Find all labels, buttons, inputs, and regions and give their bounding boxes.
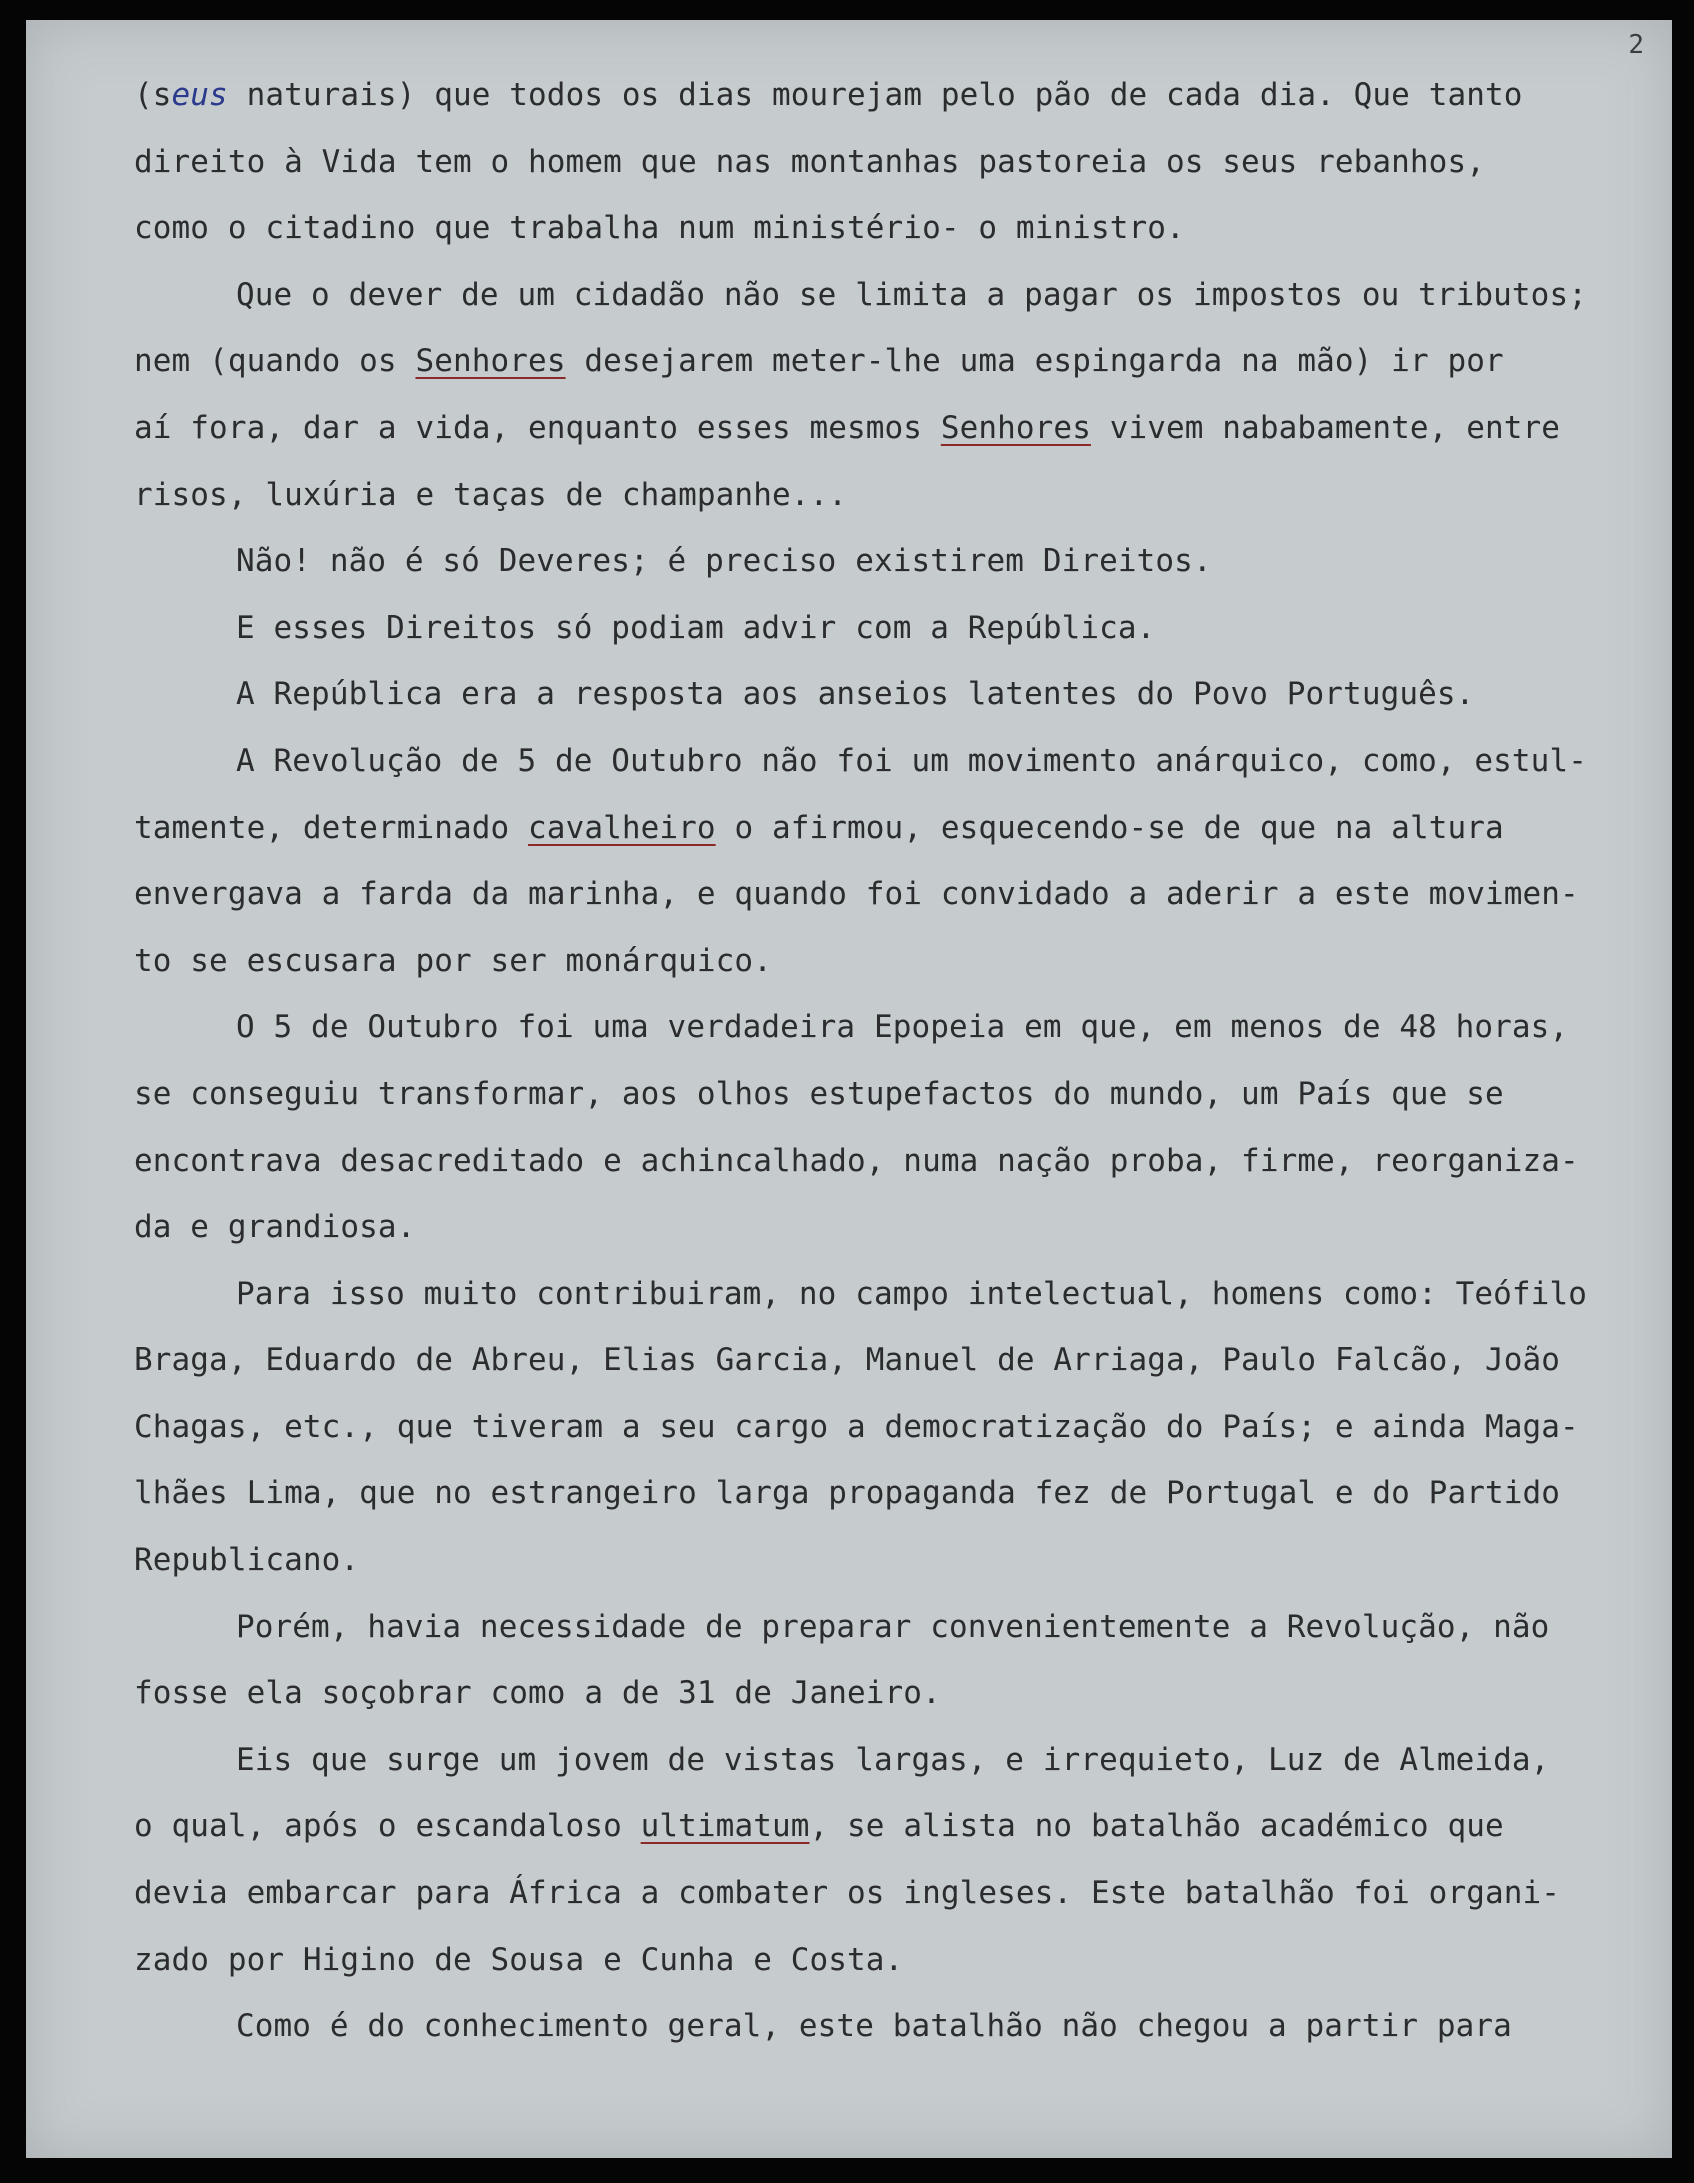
- handwritten-correction: eus: [171, 77, 228, 113]
- text-line: [134, 62, 1672, 129]
- text-segment: o qual, após o escandaloso: [134, 1808, 641, 1845]
- text-line: [134, 1194, 1672, 1261]
- text-segment: vivem nababamente, entre: [1090, 409, 1561, 446]
- text-segment: , se alista no batalhão académico que: [809, 1808, 1504, 1845]
- text-segment: Que o dever de um cidadão não se limita a pagar os impostos ou tributos;: [236, 276, 1587, 313]
- text-segment: o afirmou, esquecendo-se de que na altura: [715, 809, 1504, 846]
- text-segment: direito à Vida tem o homem que nas montanhas pastoreia os seus rebanhos,: [134, 143, 1485, 180]
- text-segment: (s: [134, 77, 172, 113]
- text-line: [134, 395, 1672, 462]
- text-segment: naturais) que todos os dias mourejam pelo pão de cada dia. Que tanto: [227, 77, 1523, 113]
- underlined-word: Senhores: [415, 343, 566, 380]
- text-segment: da e grandiosa.: [134, 1209, 416, 1246]
- text-segment: como o citadino que trabalha num ministério- o ministro.: [134, 210, 1185, 247]
- text-line: [134, 1061, 1672, 1128]
- text-segment: envergava a farda da marinha, e quando foi convidado a aderir a este movimen-: [134, 876, 1579, 913]
- text-line: [134, 661, 1672, 728]
- text-line: [134, 928, 1672, 995]
- text-segment: Porém, havia necessidade de preparar convenientemente a Revolução, não: [236, 1608, 1550, 1645]
- text-segment: encontrava desacreditado e achincalhado, numa nação proba, firme, reorganiza-: [134, 1142, 1579, 1179]
- text-line: [134, 328, 1672, 395]
- text-segment: devia embarcar para África a combater os ingleses. Este batalhão foi organi-: [134, 1875, 1561, 1912]
- text-line: [134, 994, 1672, 1061]
- text-line: [134, 195, 1672, 262]
- text-line: [134, 1128, 1672, 1195]
- text-segment: Não! não é só Deveres; é preciso existirem Direitos.: [236, 543, 1212, 580]
- text-line: [134, 1327, 1672, 1394]
- text-line: [134, 528, 1672, 595]
- text-segment: Chagas, etc., que tiveram a seu cargo a democratização do País; e ainda Maga-: [134, 1408, 1579, 1445]
- text-line: [134, 595, 1672, 662]
- text-line: [134, 1660, 1672, 1727]
- text-segment: zado por Higino de Sousa e Cunha e Costa.: [134, 1941, 904, 1978]
- text-line: [134, 795, 1672, 862]
- underlined-word: Senhores: [940, 409, 1091, 446]
- text-line: [134, 1594, 1672, 1661]
- text-segment: E esses Direitos só podiam advir com a República.: [236, 609, 1156, 646]
- text-segment: Braga, Eduardo de Abreu, Elias Garcia, Manuel de Arriaga, Paulo Falcão, João: [134, 1342, 1561, 1379]
- page-number: 2: [1628, 30, 1644, 60]
- text-line: [134, 1927, 1672, 1994]
- underlined-word: cavalheiro: [528, 809, 716, 846]
- text-line: [134, 861, 1672, 928]
- text-segment: desejarem meter-lhe uma espingarda na mão) ir por: [565, 343, 1504, 380]
- text-line: [134, 728, 1672, 795]
- text-segment: Eis que surge um jovem de vistas largas, e irrequieto, Luz de Almeida,: [236, 1741, 1550, 1778]
- text-segment: to se escusara por ser monárquico.: [134, 942, 772, 979]
- text-segment: fosse ela soçobrar como a de 31 de Janeiro.: [134, 1675, 941, 1712]
- text-segment: se conseguiu transformar, aos olhos estupefactos do mundo, um País que se: [134, 1075, 1504, 1112]
- text-segment: Para isso muito contribuiram, no campo intelectual, homens como: Teófilo: [236, 1275, 1587, 1312]
- text-line: [134, 1261, 1672, 1328]
- text-line: [134, 1394, 1672, 1461]
- text-segment: A República era a resposta aos anseios latentes do Povo Português.: [236, 676, 1475, 713]
- text-line: [134, 1860, 1672, 1927]
- text-segment: lhães Lima, que no estrangeiro larga propaganda fez de Portugal e do Partido: [134, 1475, 1561, 1512]
- text-line: [134, 1993, 1672, 2060]
- text-segment: Como é do conhecimento geral, este batalhão não chegou a partir para: [236, 2008, 1512, 2045]
- text-line: [134, 1527, 1672, 1594]
- document-body: [134, 62, 1672, 2060]
- text-segment: nem (quando os: [134, 343, 416, 380]
- text-line: [134, 1793, 1672, 1860]
- text-line: [134, 1727, 1672, 1794]
- text-segment: A Revolução de 5 de Outubro não foi um movimento anárquico, como, estul-: [236, 742, 1587, 779]
- underlined-word: ultimatum: [640, 1808, 810, 1845]
- text-segment: O 5 de Outubro foi uma verdadeira Epopeia em que, em menos de 48 horas,: [236, 1009, 1569, 1046]
- text-line: [134, 129, 1672, 196]
- text-segment: risos, luxúria e taças de champanhe...: [134, 476, 848, 513]
- text-segment: tamente, determinado: [134, 809, 529, 846]
- text-line: [134, 262, 1672, 329]
- text-line: [134, 1460, 1672, 1527]
- text-segment: aí fora, dar a vida, enquanto esses mesmos: [134, 409, 941, 446]
- document-page: [26, 20, 1672, 2158]
- text-segment: Republicano.: [134, 1542, 360, 1579]
- text-line: [134, 462, 1672, 529]
